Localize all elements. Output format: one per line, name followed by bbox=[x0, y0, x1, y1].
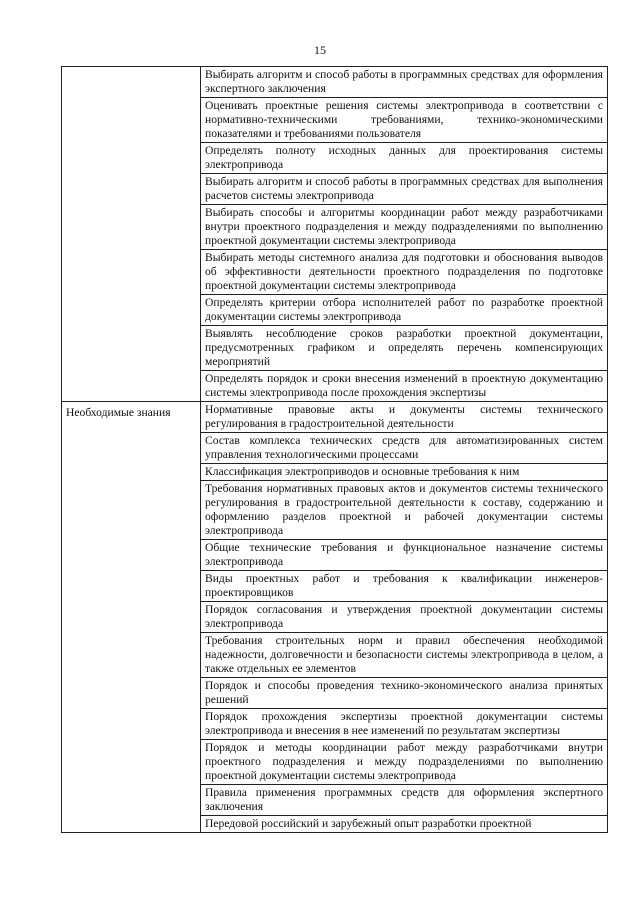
requirement-text: Определять порядок и сроки внесения изменений в проектную документацию системы электропривода после прохождения экспертизы bbox=[201, 371, 608, 402]
requirement-text: Нормативные правовые акты и документы системы технического регулирования в градостроительной деятельности bbox=[201, 402, 608, 433]
section-label bbox=[66, 68, 196, 71]
requirement-text: Требования нормативных правовых актов и документов системы технического регулирования в градостроительной деятельности к составу, содержанию и оформлению разделов проектной и рабочей документации системы электропривода bbox=[201, 481, 608, 540]
requirement-text: Определять полноту исходных данных для проектирования системы электропривода bbox=[201, 143, 608, 174]
requirement-text: Порядок согласования и утверждения проектной документации системы электропривода bbox=[201, 602, 608, 633]
table-row bbox=[62, 67, 608, 98]
requirement-text: Выбирать алгоритм и способ работы в программных средствах для выполнения расчетов системы электропривода bbox=[201, 174, 608, 205]
requirement-text: Состав комплекса технических средств для автоматизированных систем управления технологическими процессами bbox=[201, 433, 608, 464]
requirement-text: Передовой российский и зарубежный опыт разработки проектной bbox=[201, 816, 608, 833]
requirement-text: Правила применения программных средств для оформления экспертного заключения bbox=[201, 785, 608, 816]
requirement-text: Выбирать алгоритм и способ работы в программных средствах для оформления экспертного заключения bbox=[201, 67, 608, 98]
requirement-text: Общие технические требования и функциональное назначение системы электропривода bbox=[201, 540, 608, 571]
requirement-text: Оценивать проектные решения системы электропривода в соответствии с нормативно-техническими требованиями, технико-экономическими показателями и требованиями пользователя bbox=[201, 98, 608, 143]
page-number: 15 bbox=[314, 43, 326, 57]
requirement-text: Выбирать методы системного анализа для подготовки и обоснования выводов об эффективности деятельности проектного подразделения по подготовке проектной документации системы электропривода bbox=[201, 250, 608, 295]
requirement-text: Порядок и методы координации работ между разработчиками внутри проектного подразделения и между подразделениями по выполнению проектной документации системы электропривода bbox=[201, 740, 608, 785]
requirement-text: Определять критерии отбора исполнителей работ по разработке проектной документации системы электропривода bbox=[201, 295, 608, 326]
requirement-text: Порядок прохождения экспертизы проектной документации системы электропривода и внесения в нее изменений по результатам экспертизы bbox=[201, 709, 608, 740]
section-label-cell bbox=[62, 67, 201, 402]
requirements-table bbox=[61, 66, 608, 833]
section-label: Необходимые знания bbox=[66, 406, 171, 419]
requirement-text: Требования строительных норм и правил обеспечения необходимой надежности, долговечности и безопасности системы электропривода в целом, а также отдельных ее элементов bbox=[201, 633, 608, 678]
requirement-text: Выявлять несоблюдение сроков разработки проектной документации, предусмотренных графиком и определять перечень компенсирующих мероприятий bbox=[201, 326, 608, 371]
requirement-text: Классификация электроприводов и основные требования к ним bbox=[201, 464, 608, 481]
section-label-cell bbox=[62, 402, 201, 833]
table-row bbox=[62, 402, 608, 433]
requirement-text: Виды проектных работ и требования к квалификации инженеров-проектировщиков bbox=[201, 571, 608, 602]
requirement-text: Порядок и способы проведения технико-экономического анализа принятых решений bbox=[201, 678, 608, 709]
requirement-text: Выбирать способы и алгоритмы координации работ между разработчиками внутри проектного подразделения и между подразделениями по выполнению проектной документации системы электропривода bbox=[201, 205, 608, 250]
